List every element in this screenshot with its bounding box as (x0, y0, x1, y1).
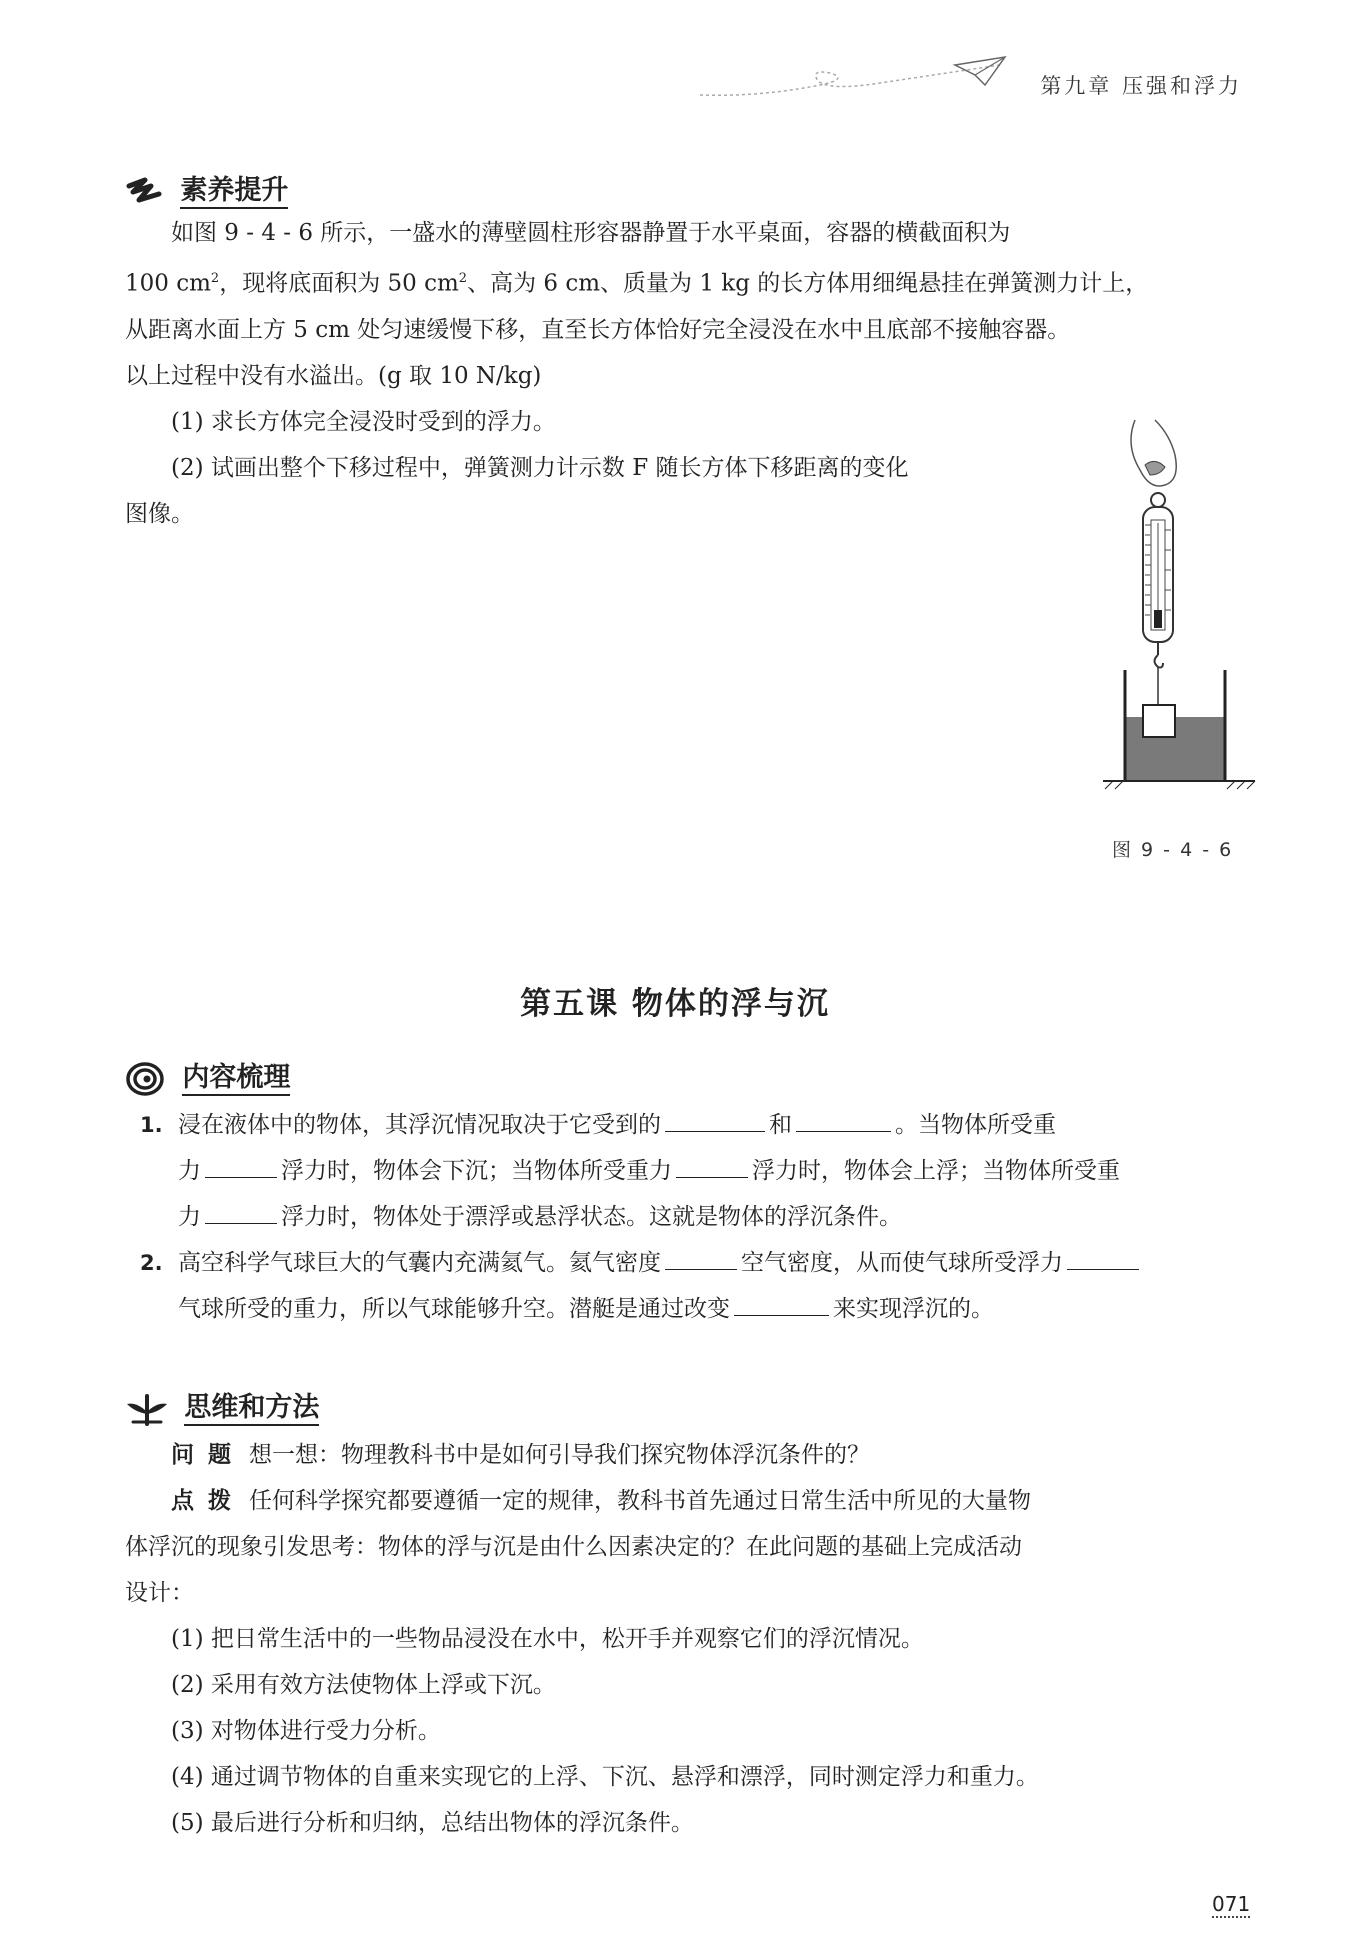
paper-plane-decoration (700, 55, 1020, 115)
section-content-heading (125, 1055, 290, 1097)
problem-line-3: 从距离水面上方 5 cm 处匀速缓慢下移，直至长方体恰好完全浸没在水中且底部不接触容器。 (125, 316, 1071, 343)
zigzag-icon (125, 176, 165, 208)
hint-line-1: 点拨 任何科学探究都要遵循一定的规律，教科书首先通过日常生活中所见的大量物 (171, 1488, 1031, 1514)
hint-line-3: 设计： (125, 1580, 194, 1606)
blank[interactable] (665, 1243, 737, 1270)
problem-line-1: 如图 9 - 4 - 6 所示，一盛水的薄壁圆柱形容器静置于水平桌面，容器的横截面积为 (171, 220, 1011, 246)
blank[interactable] (1067, 1243, 1139, 1270)
section-improve-title: 素养提升 (180, 175, 288, 209)
chapter-header: 第九章 压强和浮力 (1040, 74, 1242, 98)
question-line: 问题 想一想：物理教科书中是如何引导我们探究物体浮沉条件的？ (171, 1442, 870, 1468)
blank[interactable] (205, 1151, 277, 1178)
hook (1155, 655, 1164, 668)
content-item-1: 1. 浸在液体中的物体，其浮沉情况取决于它受到的 和 。当物体所受重 力 浮力时，物体会下沉；当物体所受重力 浮力时，物体会上浮；当物体所受重 力 浮力时，物体处于漂浮或悬浮状态。这就是物体的浮沉条件。 (140, 1102, 1248, 1240)
improve-problem (125, 210, 1245, 537)
step-1: (1) 把日常生活中的一些物品浸没在水中，松开手并观察它们的浮沉情况。 (171, 1626, 924, 1652)
section-content-title: 内容梳理 (182, 1062, 290, 1096)
step-4: (4) 通过调节物体的自重来实现它的上浮、下沉、悬浮和漂浮，同时测定浮力和重力。 (171, 1764, 1039, 1790)
question-2-line-2: 图像。 (125, 500, 194, 527)
blank[interactable] (734, 1289, 829, 1316)
hint-line-2: 体浮沉的现象引发思考：物体的浮与沉是由什么因素决定的？在此问题的基础上完成活动 (125, 1534, 1022, 1560)
section-method-title: 思维和方法 (184, 1392, 319, 1426)
blank[interactable] (796, 1105, 891, 1132)
sprout-icon (125, 1392, 169, 1426)
content-item-2: 2. 高空科学气球巨大的气囊内充满氦气。氦气密度 空气密度，从而使气球所受浮力 气球所受的重力，所以气球能够升空。潜艇是通过改变 来实现浮沉的。 (140, 1240, 1248, 1332)
lesson-title: 第五课 物体的浮与沉 (520, 986, 830, 1022)
step-3: (3) 对物体进行受力分析。 (171, 1718, 441, 1744)
method-body (125, 1432, 1245, 1846)
blank[interactable] (205, 1197, 277, 1224)
spiral-icon (125, 1061, 165, 1097)
page-number: 071 (1212, 1892, 1251, 1916)
section-method-heading (125, 1385, 319, 1426)
section-improve-heading (125, 168, 288, 208)
problem-line-4: 以上过程中没有水溢出。(g 取 10 N/kg) (125, 362, 542, 389)
block (1143, 705, 1175, 737)
question-2-line-1: (2) 试画出整个下移过程中，弹簧测力计示数 F 随长方体下移距离的变化 (171, 454, 909, 481)
question-1: (1) 求长方体完全浸没时受到的浮力。 (171, 408, 556, 435)
blank[interactable] (665, 1105, 765, 1132)
spring-scale-figure (1095, 415, 1265, 810)
hand-drawing (1131, 420, 1176, 486)
figure-caption: 图 9 - 4 - 6 (1112, 839, 1234, 861)
step-5: (5) 最后进行分析和归纳，总结出物体的浮沉条件。 (171, 1810, 694, 1836)
problem-line-2: 100 $cm^2$，现将底面积为 50 $cm^2$、高为 6 cm、质量为 1 kg 的长方体用细绳悬挂在弹簧测力计上， (125, 270, 1149, 297)
blank[interactable] (676, 1151, 748, 1178)
step-2: (2) 采用有效方法使物体上浮或下沉。 (171, 1672, 556, 1698)
